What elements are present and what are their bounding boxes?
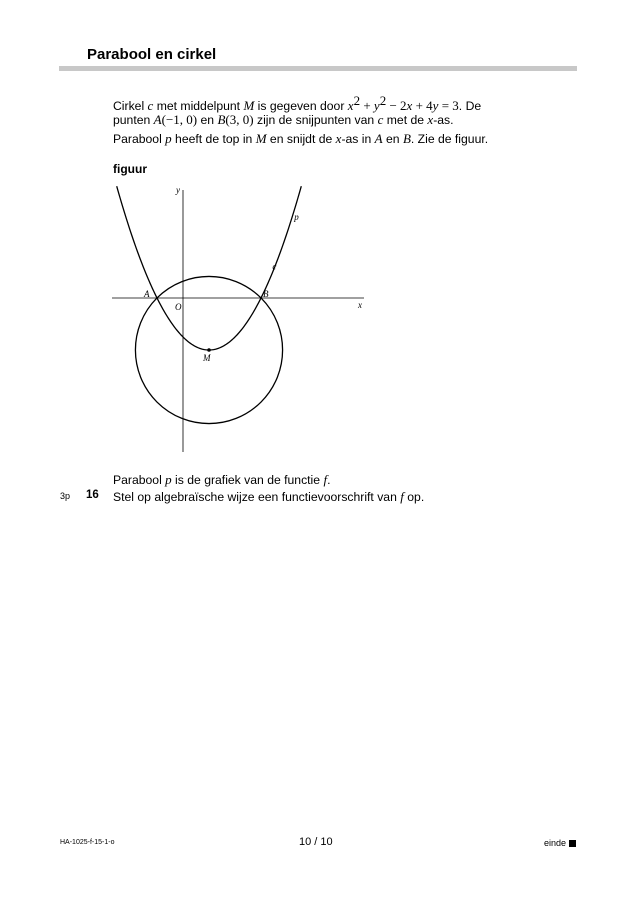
figure-plot (106, 184, 376, 459)
question-context: Parabool p is de grafiek van de functie f. (113, 472, 331, 487)
point-m-dot (207, 348, 211, 352)
parabola-label: p (294, 212, 299, 222)
circle-equation: $x^2 + y^2 - 2x + 4y = 3$ (347, 93, 459, 113)
question-points: 3p (60, 491, 71, 501)
figure-caption: figuur (113, 162, 147, 176)
circle-label: c (272, 261, 277, 272)
footer-page-number: 10 / 10 (299, 836, 333, 848)
x-axis-label: x (358, 300, 362, 310)
point-m-label: M (203, 353, 211, 363)
question-text: Stel op algebraïsche wijze een functievoorschrift van f op. (113, 489, 425, 504)
point-a-label: A (144, 289, 150, 299)
end-square-icon (569, 840, 576, 847)
intro-line-2: punten A(−1, 0) en B(3, 0) zijn de snijpunten van c met de x-as. (113, 112, 454, 127)
origin-label: O (175, 302, 182, 312)
question-number: 16 (86, 489, 99, 501)
section-divider (59, 66, 577, 71)
y-axis-label: y (176, 185, 180, 195)
intro-line-1: Cirkel c met middelpunt M is gegeven door $x^2 + y^2 - 2x + 4y = 3$. De (113, 93, 482, 113)
footer-end-marker: einde (544, 838, 576, 848)
section-title: Parabool en cirkel (87, 46, 217, 63)
point-b-label: B (263, 289, 269, 299)
intro-line-3: Parabool p heeft de top in M en snijdt de x-as in A en B. Zie de figuur. (113, 131, 489, 146)
footer-exam-code: HA-1025-f-15-1-o (60, 839, 115, 846)
